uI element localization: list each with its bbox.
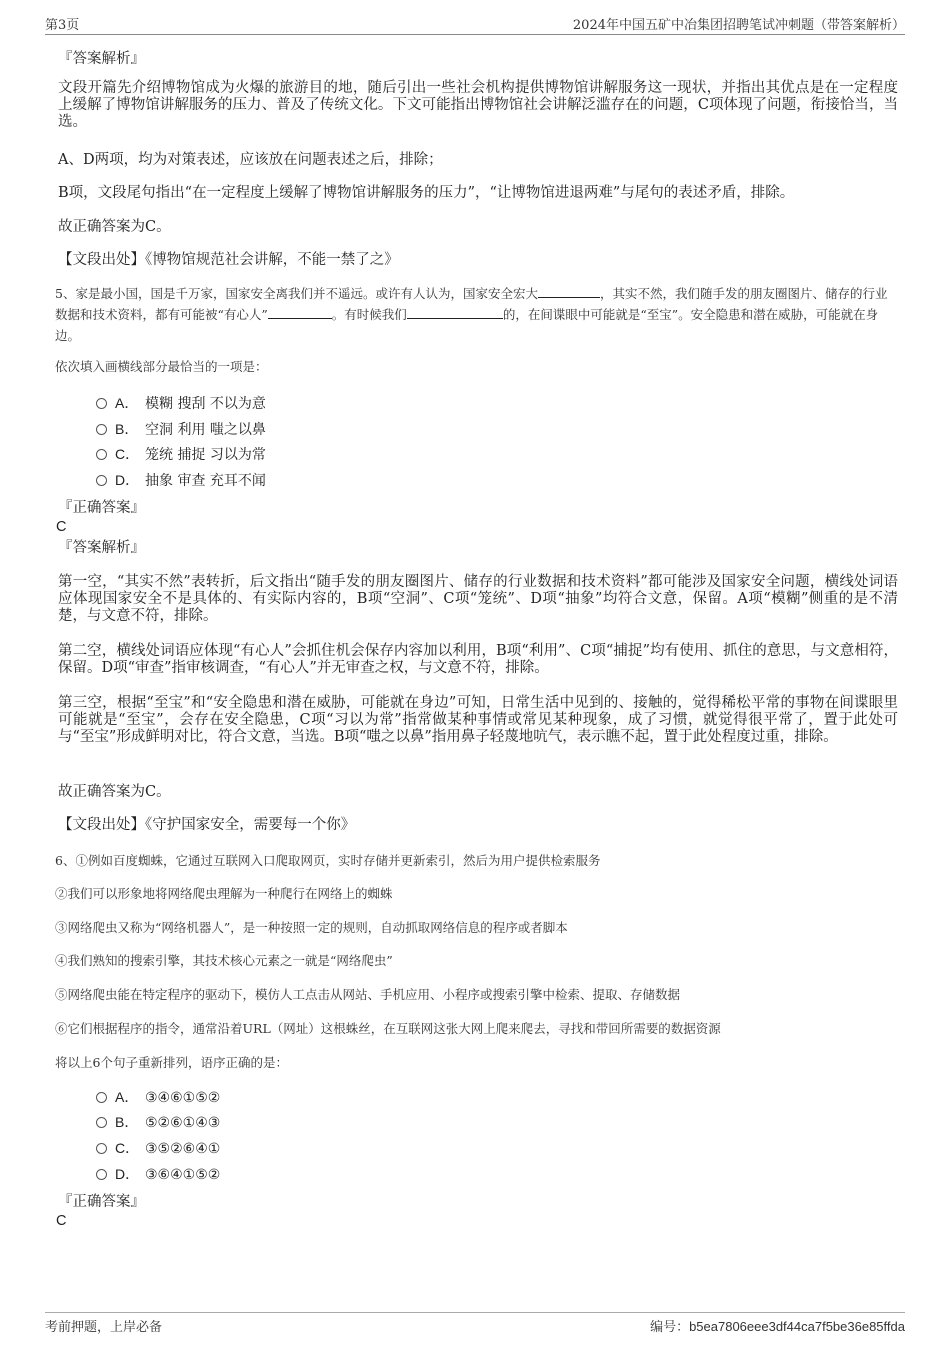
q4-analysis-title: 『答案解析』 [58, 51, 145, 67]
q5-answer-title: 『正确答案』 [58, 500, 145, 516]
q6-option-c[interactable]: C． ③⑤②⑥④① [96, 1139, 220, 1158]
q5-source: 【文段出处】《守护国家安全，需要每一个你》 [58, 817, 356, 833]
q6-prompt: 将以上6个句子重新排列，语序正确的是： [55, 1055, 288, 1070]
q5-option-a[interactable]: A． 模糊 搜刮 不以为意 [96, 394, 266, 413]
radio-icon[interactable] [96, 449, 107, 460]
blank-2 [268, 306, 332, 319]
q4-analysis-p1: 文段开篇先介绍博物馆成为火爆的旅游目的地，随后引出一些社会机构提供博物馆讲解服务这一现状，并指出其优点是在一定程度上缓解了博物馆讲解服务的压力、普及了传统文化。下文可能指出博物馆社会讲解泛滥存在的问题，C项体现了问题，衔接恰当，当选。 [58, 80, 898, 130]
q4-analysis-conclusion: 故正确答案为C。 [58, 219, 171, 235]
blank-1 [538, 285, 600, 298]
document-title: 2024年中国五矿中冶集团招聘笔试冲刺题（带答案解析） [572, 18, 905, 33]
radio-icon[interactable] [96, 1169, 107, 1180]
q6-sentence-1: 6、①例如百度蜘蛛，它通过互联网入口爬取网页，实时存储并更新索引，然后为用户提供检索服务 [55, 853, 601, 868]
q5-option-c[interactable]: C． 笼统 捕捉 习以为常 [96, 445, 266, 464]
q6-sentence-2: ②我们可以形象地将网络爬虫理解为一种爬行在网络上的蜘蛛 [55, 886, 393, 901]
q5-analysis-conclusion: 故正确答案为C。 [58, 784, 171, 800]
radio-icon[interactable] [96, 1092, 107, 1103]
page-footer [45, 1312, 905, 1335]
q6-answer: C [56, 1213, 67, 1229]
q5-analysis-p1: 第一空，“其实不然”表转折，后文指出“随手发的朋友圈图片、储存的行业数据和技术资料”都可能涉及国家安全问题，横线处词语应体现国家安全不是具体的、有实际内容的，B项“空洞”、C项“笼统”、D项“抽象”均符合文意，保留。A项“模糊”侧重的是不清楚，与文意不符，排除。 [58, 574, 898, 624]
q5-analysis-p3: 第三空，根据“至宝”和“安全隐患和潜在威胁，可能就在身边”可知，日常生活中见到的、接触的，觉得稀松平常的事物在间谍眼里可能就是“至宝”，会存在安全隐患，C项“习以为常”指常做某种事情或常见某种现象，成了习惯，就觉得很平常了，置于此处可与“至宝”形成鲜明对比，符合文意，当选。B项“嗤之以鼻”指用鼻子轻蔑地吭气，表示瞧不起，置于此处程度过重，排除。 [58, 695, 898, 745]
q5-stem: 5、家是最小国，国是千万家，国家安全离我们并不遥远。或许有人认为，国家安全宏大 ，其实不然，我们随手发的朋友圈图片、储存的行业数据和技术资料，都有可能被“有心人” 。有时候我们 的，在间谍眼中可能就是“至宝”。安全隐患和潜在威胁，可能就在身边。 [55, 286, 888, 343]
radio-icon[interactable] [96, 424, 107, 435]
radio-icon[interactable] [96, 475, 107, 486]
blank-3 [407, 306, 503, 319]
footer-slogan: 考前押题，上岸必备 [45, 1320, 163, 1335]
q5-answer: C [56, 519, 67, 535]
footer-doc-id: 编号：b5ea7806eee3df44ca7f5be36e85ffda [650, 1319, 905, 1334]
q5-option-d[interactable]: D． 抽象 审查 充耳不闻 [96, 471, 266, 490]
page-number: 第3页 [45, 18, 80, 33]
q6-sentence-6: ⑥它们根据程序的指令，通常沿着URL（网址）这根蛛丝，在互联网这张大网上爬来爬去，寻找和带回所需要的数据资源 [55, 1021, 721, 1036]
page-header [45, 14, 905, 35]
q6-option-a[interactable]: A． ③④⑥①⑤② [96, 1088, 220, 1107]
q5-prompt: 依次填入画横线部分最恰当的一项是： [55, 359, 268, 374]
q5-option-b[interactable]: B． 空洞 利用 嗤之以鼻 [96, 420, 266, 439]
q4-source: 【文段出处】《博物馆规范社会讲解，不能一禁了之》 [58, 252, 399, 268]
q6-option-b[interactable]: B． ⑤②⑥①④③ [96, 1113, 220, 1132]
radio-icon[interactable] [96, 1143, 107, 1154]
q6-answer-title: 『正确答案』 [58, 1194, 145, 1210]
q5-analysis-title: 『答案解析』 [58, 540, 145, 556]
q4-analysis-p2: A、D两项，均为对策表述，应该放在问题表述之后，排除； [58, 152, 443, 168]
q4-analysis-p3: B项，文段尾句指出“在一定程度上缓解了博物馆讲解服务的压力”，“让博物馆进退两难”与尾句的表述矛盾，排除。 [58, 185, 795, 201]
q6-option-d[interactable]: D． ③⑥④①⑤② [96, 1165, 220, 1184]
q5-analysis-p2: 第二空，横线处词语应体现“有心人”会抓住机会保存内容加以利用，B项“利用”、C项“捕捉”均有使用、抓住的意思，与文意相符，保留。D项“审查”指审核调查，“有心人”并无审查之权，与文意不符，排除。 [58, 643, 898, 676]
radio-icon[interactable] [96, 1117, 107, 1128]
radio-icon[interactable] [96, 398, 107, 409]
q6-sentence-4: ④我们熟知的搜索引擎，其技术核心元素之一就是“网络爬虫” [55, 953, 393, 968]
q6-sentence-3: ③网络爬虫又称为“网络机器人”，是一种按照一定的规则，自动抓取网络信息的程序或者脚本 [55, 920, 568, 935]
q6-sentence-5: ⑤网络爬虫能在特定程序的驱动下，模仿人工点击从网站、手机应用、小程序或搜索引擎中检索、提取、存储数据 [55, 987, 681, 1002]
